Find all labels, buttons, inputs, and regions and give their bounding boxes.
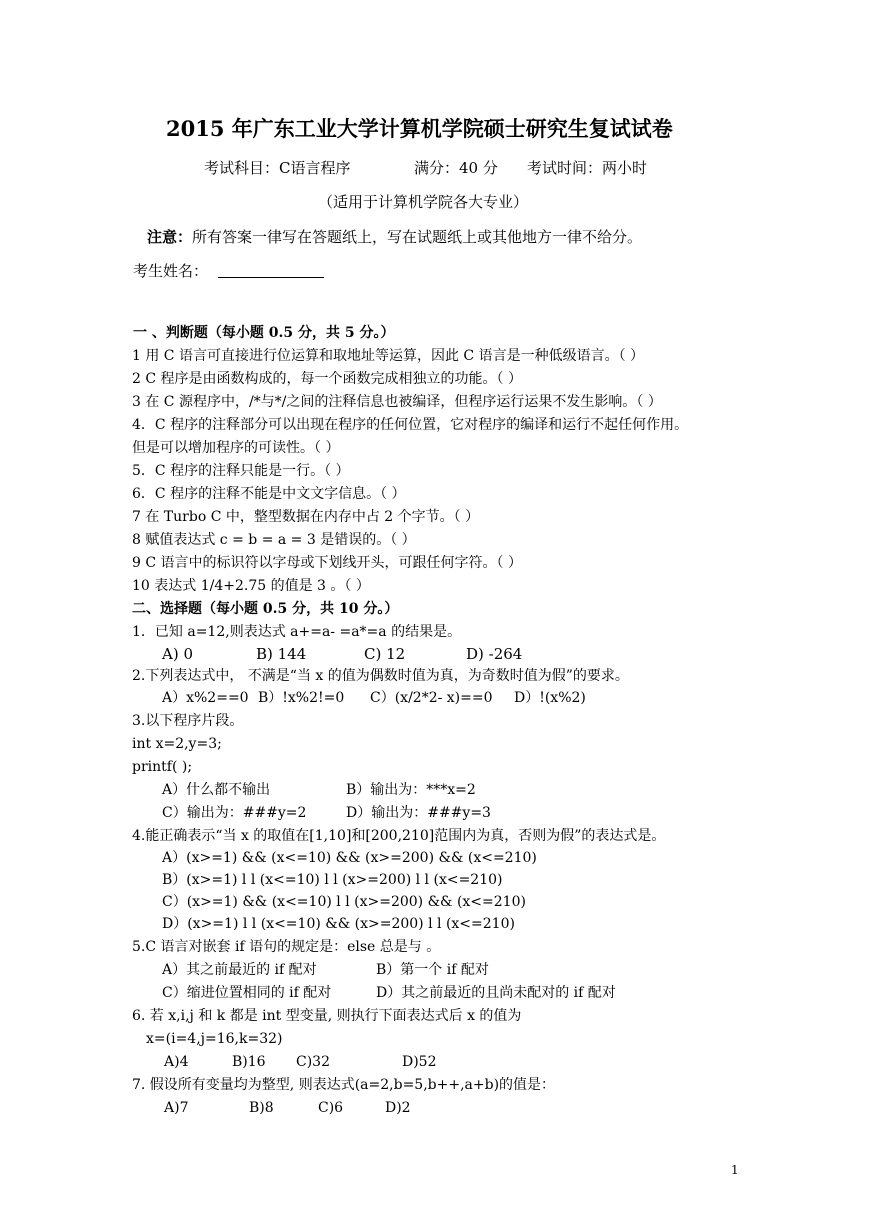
question-6-expression: x=(i=4,j=16,k=32) — [146, 1031, 283, 1047]
option-b: B)16 — [232, 1054, 266, 1070]
option-a: A) 0 — [162, 645, 193, 663]
exam-scope: （适用于计算机学院各大专业） — [318, 193, 529, 211]
option-d: D）(x>=1) l l (x<=10) && (x>=200) l l (x<=210) — [162, 916, 515, 932]
notice — [147, 230, 642, 245]
question-7: 7. 假设所有变量均为整型, 则表达式(a=2,b=5,b++,a+b)的值是： — [132, 1077, 556, 1093]
option-c: C）(x/2*2- x)==0 — [370, 690, 493, 706]
candidate-name-blank — [218, 277, 324, 278]
judge-item: 5．C 程序的注释只能是一行。（ ） — [132, 463, 350, 479]
option-a: A）x%2==0 — [162, 690, 249, 706]
option-a: A）(x>=1) && (x<=10) && (x>=200) && (x<=210) — [162, 850, 537, 866]
candidate-name-label: 考生姓名： — [133, 262, 209, 280]
judge-item: 10 表达式 1/4+2.75 的值是 3 。（ ） — [132, 578, 370, 594]
page-title: 2015 年广东工业大学计算机学院硕士研究生复试试卷 — [166, 116, 673, 141]
judge-item: 1 用 C 语言可直接进行位运算和取地址等运算，因此 C 语言是一种低级语言。（ ） — [132, 348, 645, 364]
option-c: C) 12 — [364, 645, 406, 663]
notice-label: 注意： — [147, 228, 193, 246]
question-3: 3.以下程序片段。 — [132, 713, 244, 729]
notice-text: 所有答案一律写在答题纸上，写在试题纸上或其他地方一律不给分。 — [192, 228, 643, 246]
option-c: C)6 — [318, 1100, 344, 1116]
page-number: 1 — [731, 1163, 739, 1177]
full-score: 满分：40 分 — [414, 159, 498, 177]
code-line: int x=2,y=3; — [132, 736, 222, 752]
option-b: B)8 — [249, 1100, 274, 1116]
exam-subject: 考试科目：C语言程序 — [204, 159, 351, 177]
section1-heading: 一 、判断题（每小题 0.5 分，共 5 分。） — [133, 325, 395, 341]
code-line: printf( ); — [132, 759, 193, 775]
option-b: B) 144 — [256, 645, 307, 663]
judge-item: 4．C 程序的注释部分可以出现在程序的任何位置，它对程序的编译和运行不起任何作用。 — [132, 417, 689, 433]
option-c: C)32 — [296, 1054, 330, 1070]
option-b: B）输出为：***x=2 — [346, 782, 476, 798]
question-1: 1．已知 a=12,则表达式 a+=a- =a*=a 的结果是。 — [132, 624, 462, 640]
option-b: B）!x%2!=0 — [258, 690, 345, 706]
section2-heading: 二、选择题（每小题 0.5 分，共 10 分。） — [132, 601, 399, 617]
judge-item: 6．C 程序的注释不能是中文文字信息。（ ） — [132, 486, 406, 502]
judge-item: 2 C 程序是由函数构成的，每一个函数完成相独立的功能。（ ） — [132, 371, 522, 387]
option-c: C）缩进位置相同的 if 配对 — [162, 985, 332, 1001]
judge-item: 8 赋值表达式 c = b = a = 3 是错误的。（ ） — [132, 532, 416, 548]
option-c: C）输出为：###y=2 — [162, 805, 307, 821]
option-a: A）其之前最近的 if 配对 — [162, 962, 317, 978]
option-d: D)52 — [402, 1054, 437, 1070]
question-4: 4.能正确表示“当 x 的取值在[1,10]和[200,210]范围内为真，否则为假”的表达式是。 — [132, 828, 666, 844]
option-a: A）什么都不输出 — [162, 782, 271, 798]
option-a: A)7 — [164, 1100, 189, 1116]
option-c: C）(x>=1) && (x<=10) l l (x>=200) && (x<=210) — [162, 894, 526, 910]
option-b: B）第一个 if 配对 — [376, 962, 489, 978]
option-d: D）其之前最近的且尚未配对的 if 配对 — [376, 985, 616, 1001]
option-d: D）!(x%2) — [514, 690, 586, 706]
judge-item: 3 在 C 源程序中，/*与*/之间的注释信息也被编译，但程序运行运果不发生影响。（ ） — [132, 394, 662, 410]
option-a: A)4 — [164, 1054, 189, 1070]
option-d: D) -264 — [466, 645, 523, 663]
option-d: D）输出为：###y=3 — [346, 805, 491, 821]
question-5: 5.C 语言对嵌套 if 语句的规定是：else 总是与 。 — [132, 939, 441, 955]
exam-time: 考试时间：两小时 — [527, 159, 648, 177]
judge-item: 9 C 语言中的标识符以字母或下划线开头，可跟任何字符。（ ） — [132, 555, 522, 571]
question-6: 6. 若 x,i,j 和 k 都是 int 型变量, 则执行下面表达式后 x 的值为 — [132, 1008, 522, 1024]
judge-item: 7 在 Turbo C 中，整型数据在内存中占 2 个字节。（ ） — [132, 509, 480, 525]
judge-item: 但是可以增加程序的可读性。（ ） — [132, 440, 340, 456]
option-b: B）(x>=1) l l (x<=10) l l (x>=200) l l (x<=210) — [162, 872, 503, 888]
question-2: 2.下列表达式中， 不满是“当 x 的值为偶数时值为真，为奇数时值为假”的要求。 — [132, 668, 629, 684]
option-d: D)2 — [385, 1100, 411, 1116]
